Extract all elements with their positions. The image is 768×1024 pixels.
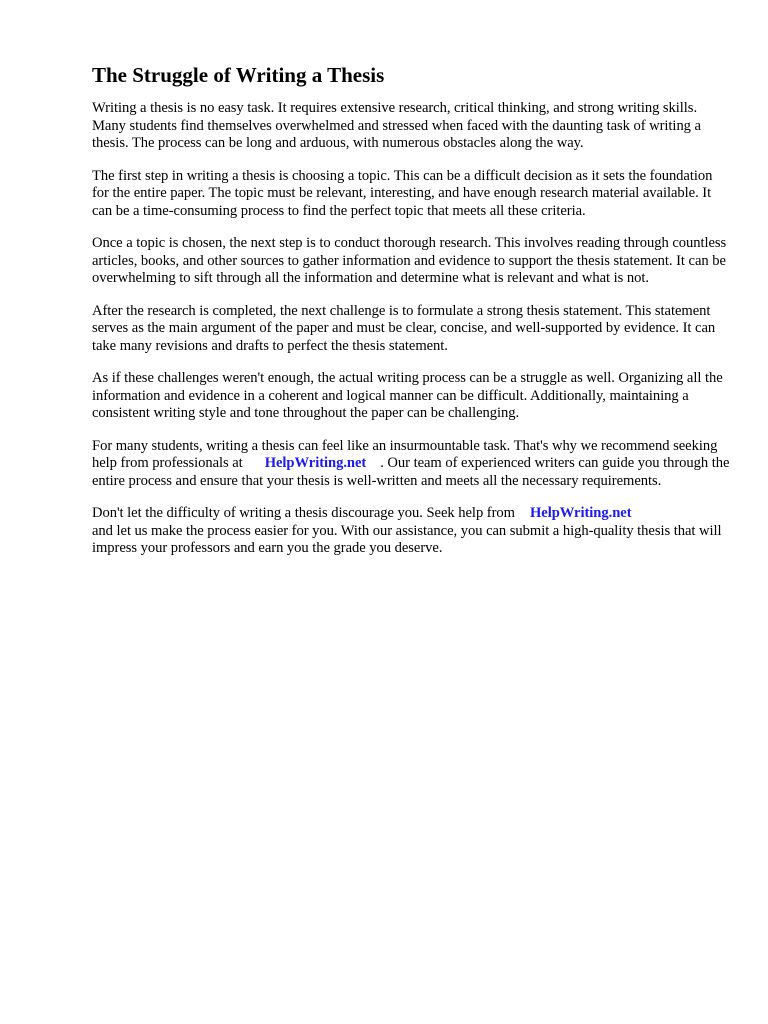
document-page: [92, 62, 732, 573]
paragraph-3: Once a topic is chosen, the next step is to conduct thorough research. This involves reading through countless articles, books, and other sources to gather information and evidence to support the thesis statement. It can be overwhelming to sift through all the information and determine what is relevant and what is not.: [92, 235, 727, 286]
paragraph-2: The first step in writing a thesis is choosing a topic. This can be a difficult decision as it sets the foundation for the entire paper. The topic must be relevant, interesting, and have enough research material available. It can be a time-consuming process to find the perfect topic that meets all these criteria.: [92, 167, 713, 219]
paragraph-7: [92, 505, 732, 558]
helpwriting-link[interactable]: HelpWriting.net: [529, 505, 632, 521]
paragraph-6: [92, 438, 732, 491]
document-title: The Struggle of Writing a Thesis: [92, 63, 385, 87]
paragraph-4: After the research is completed, the next challenge is to formulate a strong thesis statement. This statement serves as the main argument of the paper and must be clear, concise, and well-supported by evidence. It can take many revisions and drafts to perfect the thesis statement.: [92, 302, 716, 354]
paragraph-1: Writing a thesis is no easy task. It requires extensive research, critical thinking, and strong writing skills. Many students find themselves overwhelmed and stressed when faced with the daunting task of writing a thesis. The process can be long and arduous, with numerous obstacles along the way.: [92, 100, 701, 151]
helpwriting-link[interactable]: HelpWriting.net: [264, 455, 367, 471]
paragraph-7-text-after: and let us make the process easier for you. With our assistance, you can submit a high-quality thesis that will impress your professors and earn you the grade you deserve.: [92, 522, 722, 556]
paragraph-7-text-before: Don't let the difficulty of writing a thesis discourage you. Seek help from: [92, 505, 515, 521]
paragraph-6-text-after: . Our team of experienced writers can guide you through the entire process and ensure that your thesis is well-written and meets all the necessary requirements.: [92, 455, 730, 489]
paragraph-5: As if these challenges weren't enough, the actual writing process can be a struggle as well. Organizing all the information and evidence in a coherent and logical manner can be difficult. Additionally, maintaining a consistent writing style and tone throughout the paper can be challenging.: [92, 370, 723, 421]
paragraph-6-text-before: For many students, writing a thesis can feel like an insurmountable task. That's why we recommend seeking help from professionals at: [92, 437, 718, 471]
